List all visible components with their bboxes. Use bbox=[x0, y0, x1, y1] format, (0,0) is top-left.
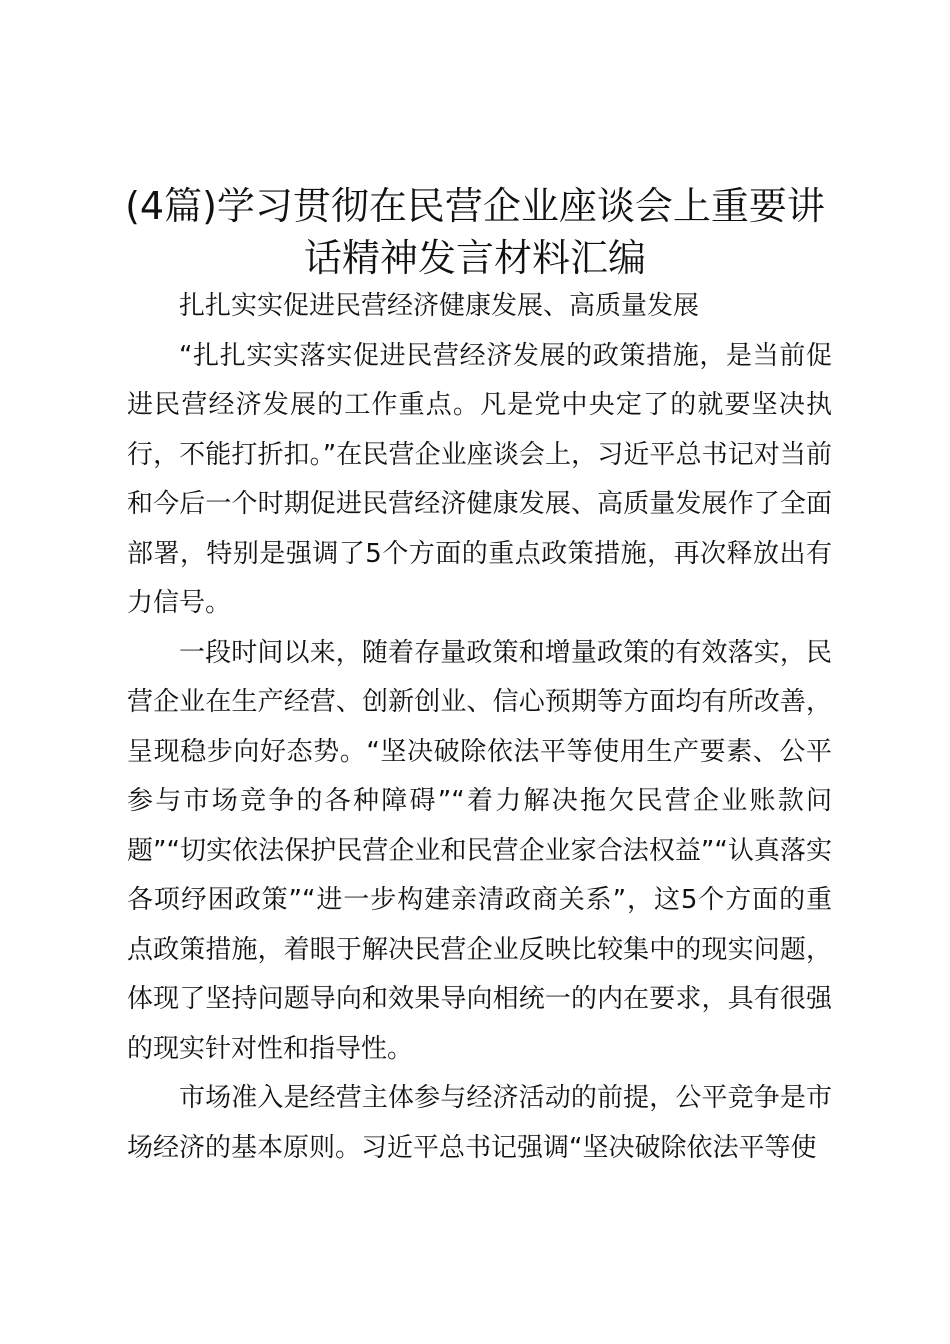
document-body bbox=[127, 282, 832, 1173]
document-title: (4篇)学习贯彻在民营企业座谈会上重要讲话精神发言材料汇编 bbox=[125, 184, 825, 280]
section-subtitle: 扎扎实实促进民营经济健康发展、高质量发展 bbox=[179, 291, 700, 321]
paragraph-3: 市场准入是经营主体参与经济活动的前提，公平竞争是市场经济的基本原则。习近平总书记强调“坚决破除依法平等使 bbox=[127, 1083, 832, 1163]
paragraph-2: 一段时间以来，随着存量政策和增量政策的有效落实，民营企业在生产经营、创新创业、信心预期等方面均有所改善，呈现稳步向好态势。“坚决破除依法平等使用生产要素、公平参与市场竞争的各种障碍”“着力解决拖欠民营企业账款问题”“切实依法保护民营企业和民营企业家合法权益”“认真落实各项纾困政策”“进一步构建亲清政商关系”，这5个方面的重点政策措施，着眼于解决民营企业反映比较集中的现实问题，体现了坚持问题导向和效果导向相统一的内在要求，具有很强的现实针对性和指导性。 bbox=[127, 637, 832, 1064]
paragraph-1: “扎扎实实落实促进民营经济发展的政策措施，是当前促进民营经济发展的工作重点。凡是党中央定了的就要坚决执行，不能打折扣。”在民营企业座谈会上，习近平总书记对当前和今后一个时期促进民营经济健康发展、高质量发展作了全面部署，特别是强调了5个方面的重点政策措施，再次释放出有力信号。 bbox=[127, 340, 832, 618]
